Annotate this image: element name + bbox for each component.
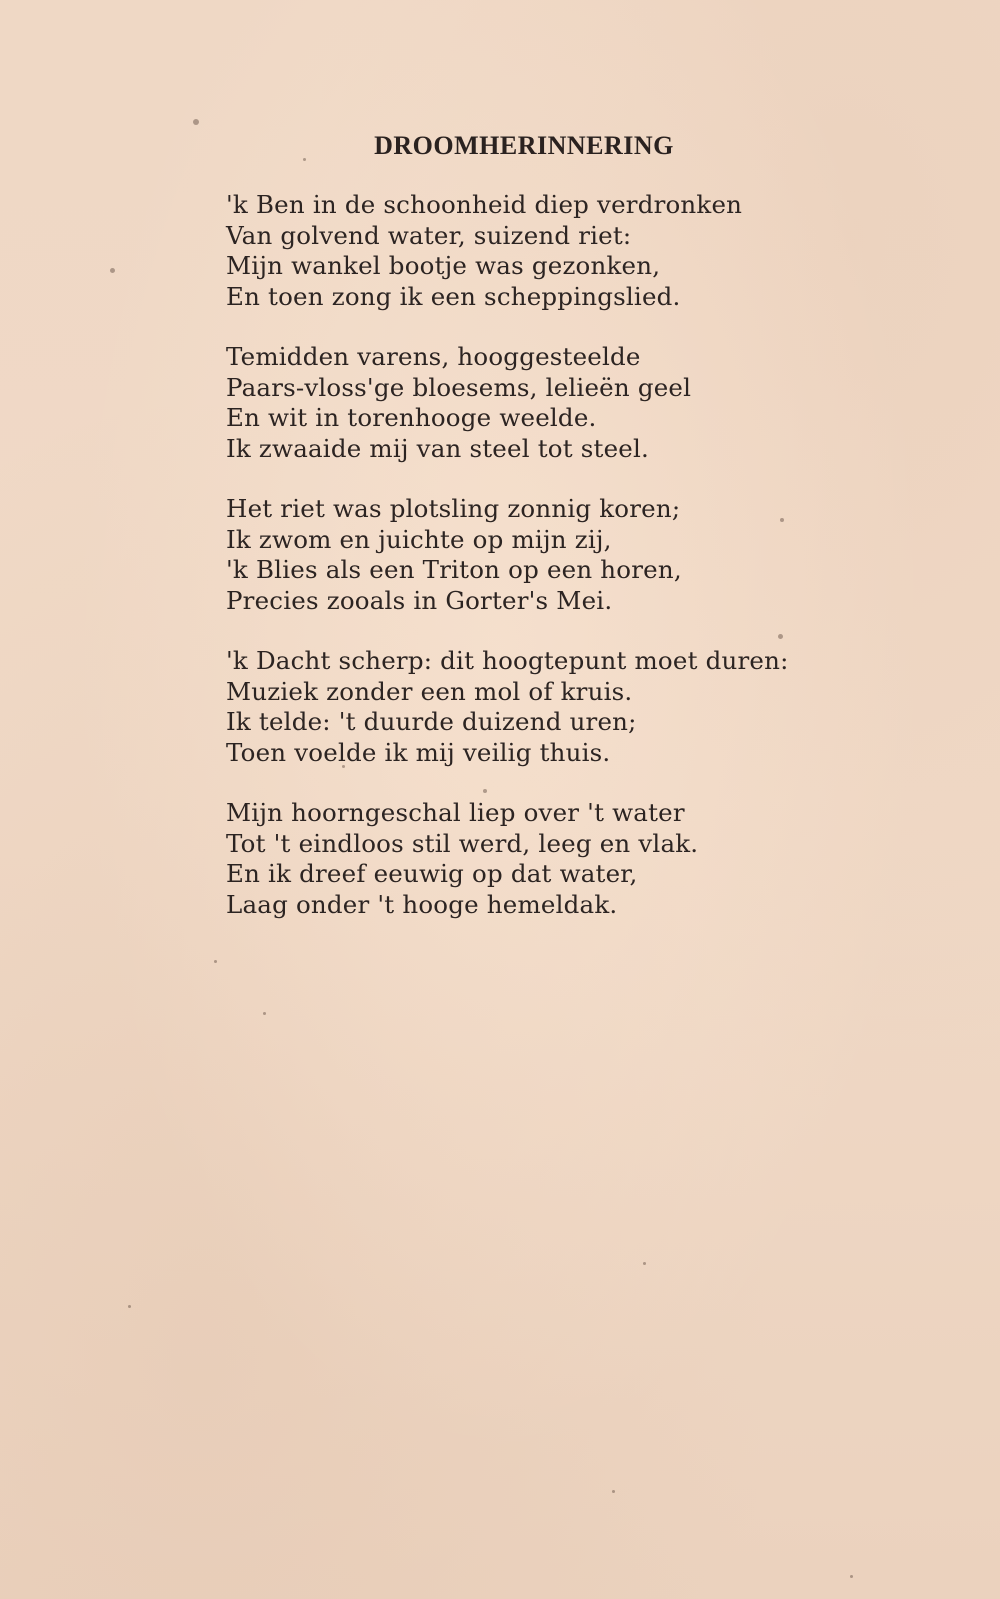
poem-line: Toen voelde ik mij veilig thuis. xyxy=(226,737,611,767)
poem-line: Ik telde: 't duurde duizend uren; xyxy=(226,707,637,736)
poem-line: Mijn wankel bootje was gezonken, xyxy=(226,251,661,280)
paper-speck xyxy=(643,1262,646,1265)
poem-line: 'k Dacht scherp: dit hoogtepunt moet duren: xyxy=(226,646,789,675)
poem-line: En toen zong ik een scheppingslied. xyxy=(226,281,681,311)
poem-line: Paars-vloss'ge bloesems, lelieën geel xyxy=(226,372,692,402)
stanza-5 xyxy=(226,798,846,920)
poem-line: Precies zooals in Gorter's Mei. xyxy=(226,585,613,615)
poem-line: Laag onder 't hooge hemeldak. xyxy=(226,889,618,919)
poem-line: Het riet was plotsling zonnig koren; xyxy=(226,494,681,523)
poem-line: 'k Ben in de schoonheid diep verdronken xyxy=(226,190,743,219)
paper-speck xyxy=(850,1575,853,1578)
poem-line: 'k Blies als een Triton op een horen, xyxy=(226,555,682,584)
poem-line: Mijn hoorngeschal liep over 't water xyxy=(226,798,685,827)
poem-body xyxy=(226,190,846,950)
paper-speck xyxy=(778,634,783,639)
stanza-4 xyxy=(226,646,846,768)
poem-line: Ik zwaaide mij van steel tot steel. xyxy=(226,433,649,463)
poem-line: En wit in torenhooge weelde. xyxy=(226,403,597,432)
paper-speck xyxy=(110,268,115,273)
paper-speck xyxy=(128,1305,131,1308)
poem-line: Temidden varens, hooggesteelde xyxy=(226,342,641,371)
poem-line: En ik dreef eeuwig op dat water, xyxy=(226,859,638,888)
paper-speck xyxy=(612,1490,615,1493)
paper-speck xyxy=(214,960,217,963)
paper-speck xyxy=(193,119,199,125)
poem-line: Tot 't eindloos stil werd, leeg en vlak. xyxy=(226,828,699,858)
stanza-3 xyxy=(226,494,846,616)
poem-line: Van golvend water, suizend riet: xyxy=(226,220,632,250)
stanza-1 xyxy=(226,190,846,312)
paper-speck xyxy=(780,518,784,522)
stanza-2 xyxy=(226,342,846,464)
poem-title: DROOMHERINNERING xyxy=(374,131,674,160)
paper-speck xyxy=(263,1012,266,1015)
poem-line: Ik zwom en juichte op mijn zij, xyxy=(226,524,612,554)
paper-speck xyxy=(303,158,306,161)
paper-speck xyxy=(483,789,487,793)
poem-line: Muziek zonder een mol of kruis. xyxy=(226,676,633,706)
paper-speck xyxy=(342,765,345,768)
